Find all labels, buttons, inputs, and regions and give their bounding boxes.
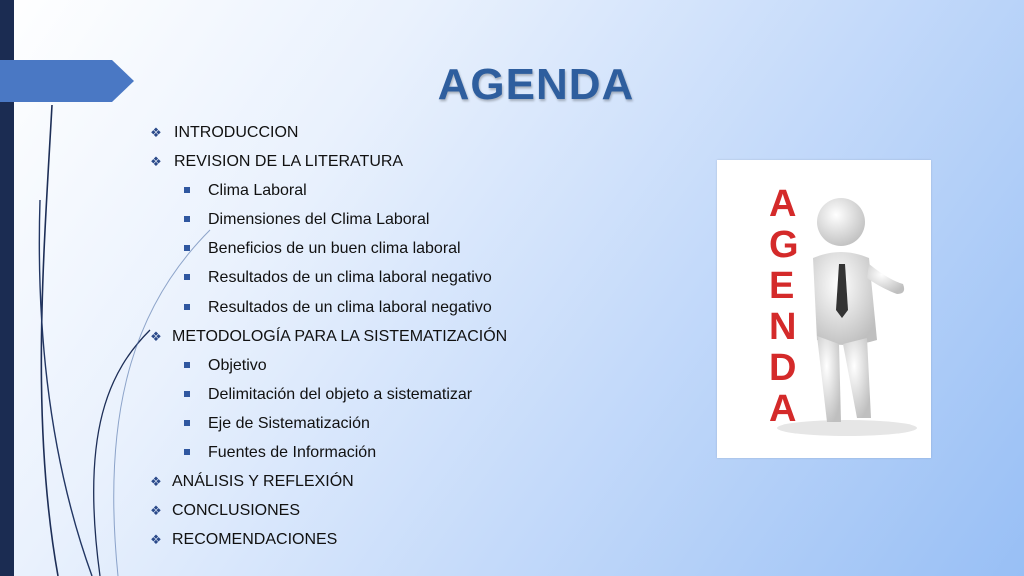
agenda-list bbox=[148, 118, 507, 554]
agenda-item bbox=[148, 118, 507, 147]
square-bullet-icon bbox=[184, 304, 190, 310]
agenda-subitem bbox=[148, 234, 507, 263]
agenda-item-text: INTRODUCCION bbox=[174, 124, 299, 141]
agenda-letter: A bbox=[769, 388, 797, 430]
square-bullet-icon bbox=[184, 274, 190, 280]
square-bullet-icon bbox=[184, 216, 190, 222]
agenda-subitem bbox=[148, 438, 507, 467]
agenda-item-text: Objetivo bbox=[208, 356, 267, 374]
agenda-item bbox=[148, 525, 507, 554]
agenda-item-text: Delimitación del objeto a sistematizar bbox=[208, 385, 473, 403]
agenda-item bbox=[148, 147, 507, 176]
agenda-figure-icon bbox=[717, 160, 931, 458]
agenda-item-text: Resultados de un clima laboral negativo bbox=[208, 298, 492, 316]
agenda-item-text: ANÁLISIS Y REFLEXIÓN bbox=[172, 473, 354, 491]
agenda-item-text: Eje de Sistematización bbox=[208, 414, 370, 432]
diamond-bullet-icon: ❖ bbox=[150, 125, 162, 140]
agenda-item bbox=[148, 496, 507, 525]
agenda-item-text: Dimensiones del Clima Laboral bbox=[208, 211, 430, 229]
agenda-subitem bbox=[148, 293, 507, 322]
agenda-item-text: Resultados de un clima laboral negativo bbox=[208, 269, 492, 287]
square-bullet-icon bbox=[184, 449, 190, 455]
square-bullet-icon bbox=[184, 420, 190, 426]
agenda-subitem bbox=[148, 380, 507, 409]
square-bullet-icon bbox=[184, 187, 190, 193]
agenda-subitem bbox=[148, 176, 507, 205]
agenda-item-text: Fuentes de Información bbox=[208, 444, 377, 462]
square-bullet-icon bbox=[184, 362, 190, 368]
slide-title: AGENDA bbox=[437, 60, 635, 109]
agenda-letter: E bbox=[769, 265, 795, 307]
agenda-image bbox=[717, 160, 931, 458]
title-accent-tab bbox=[0, 60, 134, 102]
agenda-letter: G bbox=[769, 224, 799, 266]
diamond-bullet-icon: ❖ bbox=[150, 474, 162, 490]
diamond-bullet-icon: ❖ bbox=[150, 532, 162, 548]
agenda-item bbox=[148, 322, 507, 351]
agenda-subitem bbox=[148, 351, 507, 380]
agenda-item-text: CONCLUSIONES bbox=[172, 502, 301, 520]
diamond-bullet-icon: ❖ bbox=[150, 503, 162, 519]
agenda-item-text: METODOLOGÍA PARA LA SISTEMATIZACIÓN bbox=[172, 327, 508, 345]
agenda-item-text: Clima Laboral bbox=[208, 182, 307, 200]
agenda-subitem bbox=[148, 409, 507, 438]
agenda-item bbox=[148, 467, 507, 496]
agenda-letter: N bbox=[769, 306, 797, 348]
agenda-letter: A bbox=[769, 183, 797, 225]
diamond-bullet-icon: ❖ bbox=[150, 154, 162, 170]
square-bullet-icon bbox=[184, 391, 190, 397]
square-bullet-icon bbox=[184, 245, 190, 251]
diamond-bullet-icon: ❖ bbox=[150, 328, 162, 344]
agenda-item-text: RECOMENDACIONES bbox=[172, 531, 338, 549]
agenda-item-text: REVISION DE LA LITERATURA bbox=[174, 153, 404, 171]
agenda-subitem bbox=[148, 263, 507, 292]
agenda-letter: D bbox=[769, 347, 797, 389]
agenda-subitem bbox=[148, 205, 507, 234]
agenda-item-text: Beneficios de un buen clima laboral bbox=[208, 240, 461, 258]
